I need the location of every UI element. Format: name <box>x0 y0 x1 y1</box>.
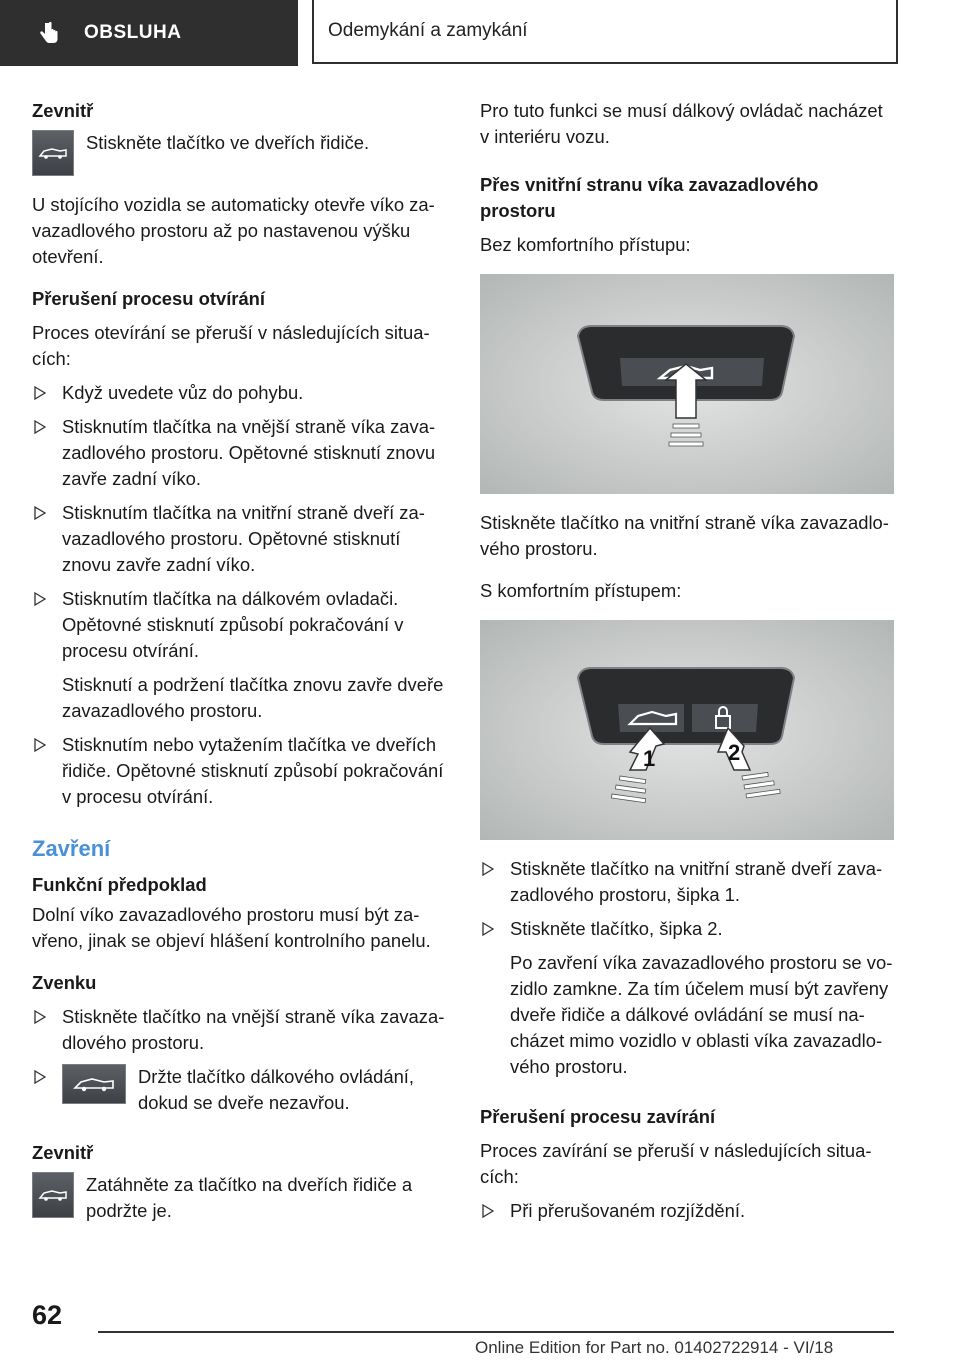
section-tab <box>0 0 298 66</box>
inside-close-text: Zatáhněte za tlačítko na dveřích řidiče a podržte je. <box>86 1174 413 1221</box>
list-item: Stiskněte tlačítko, šipka 2. Po zavření víka zavazadlového prostoru se vozidlo zamkne. Za tím účelem musí být zavřeny dveře řidiče a dálkové ovládání se musí nacházet mimo vozidlo v oblasti víka zavazadlového prostoru. <box>480 916 896 1080</box>
list-item: Stisknutím tlačítka na vnitřní straně dveří zavazadlového prostoru. Opětovné stisknutí znovu zavře zadní víko. <box>32 500 448 578</box>
interrupt-intro: Proces otevírání se přeruší v následujících situacích: <box>32 322 430 369</box>
edition-text: Online Edition for Part no. 01402722914 - VI/18 <box>475 1338 834 1357</box>
interrupt-close-intro: Proces zavírání se přeruší v následujících situacích: <box>480 1140 872 1187</box>
triangle-bullet-icon <box>34 1010 46 1024</box>
triangle-bullet-icon <box>34 386 46 400</box>
heading-precondition: Funkční předpoklad <box>32 874 207 895</box>
remote-text: Držte tlačítko dálkového ovládání, dokud se dveře nezavřou. <box>138 1066 415 1113</box>
close-steps-list <box>480 856 896 1080</box>
outside-list <box>32 1004 448 1116</box>
no-comfort-label: Bez komfortního přístupu: <box>480 234 691 255</box>
triangle-bullet-icon <box>482 1204 494 1218</box>
list-item: Stiskněte tlačítko na vnější straně víka zavazadlového prostoru. <box>32 1004 448 1056</box>
list-item-extra: Po zavření víka zavazadlového prostoru se vozidlo zamkne. Za tím účelem musí být zavřeny dveře řidiče a dálkové ovládání se musí nacházet mimo vozidlo v oblasti víka zavazadlového prostoru. <box>510 952 893 1077</box>
triangle-bullet-icon <box>34 506 46 520</box>
triangle-bullet-icon <box>34 738 46 752</box>
heading-inner-lid: Přes vnitřní stranu víka zavazadlového prostoru <box>480 174 819 221</box>
heading-interrupt-close: Přerušení procesu zavírání <box>480 1106 716 1127</box>
car-trunk-button-icon <box>32 1172 74 1218</box>
chapter-title: Odemykání a zamykání <box>328 20 528 41</box>
arrow-label-2: 2 <box>728 740 741 765</box>
triangle-bullet-icon <box>482 922 494 936</box>
inside-instruction <box>32 130 448 176</box>
list-item: Při přerušovaném rozjíždění. <box>480 1198 896 1224</box>
interrupt-list <box>32 380 448 810</box>
list-item: Když uvedete vůz do pohybu. <box>32 380 448 406</box>
heading-close: Zavření <box>32 836 111 861</box>
figure-trunk-button <box>480 274 894 494</box>
list-item: Stisknutím tlačítka na dálkovém ovladači. Opětovné stisknutí způsobí pokračování v procesu otvírání. Stisknutí a podržení tlačítka znovu zavře dveře zavazadlového prostoru. <box>32 586 448 724</box>
footer-divider <box>98 1331 894 1333</box>
right-column <box>480 98 896 1232</box>
left-column <box>32 98 448 1224</box>
list-item: Stisknutím tlačítka na vnější straně víka zavazadlového prostoru. Opětovné stisknutí znovu zavře zadní víko. <box>32 414 448 492</box>
list-item <box>32 1064 448 1116</box>
heading-inside-close: Zevnitř <box>32 1142 94 1163</box>
remote-location-text: Pro tuto funkci se musí dálkový ovládač nacházet v interiéru vozu. <box>480 100 883 147</box>
arrow-label-1: 1 <box>643 746 656 771</box>
heading-interrupt-open: Přerušení procesu otvírání <box>32 288 266 309</box>
hand-icon <box>36 20 62 46</box>
triangle-bullet-icon <box>34 1070 46 1084</box>
precondition-text: Dolní víko zavazadlového prostoru musí být zavřeno, jinak se objeví hlášení kontrolního panelu. <box>32 904 431 951</box>
heading-inside: Zevnitř <box>32 100 94 121</box>
section-title: OBSLUHA <box>84 22 182 43</box>
with-comfort-label: S komfortním přístupem: <box>480 580 682 601</box>
page-number: 62 <box>32 1300 63 1330</box>
auto-open-text: U stojícího vozidla se automaticky otevře víko zavazadlového prostoru až po nastavenou výšku otevření. <box>32 194 435 267</box>
list-item: Stiskněte tlačítko na vnitřní straně dveří zavazadlového prostoru, šipka 1. <box>480 856 896 908</box>
list-item: Stisknutím nebo vytažením tlačítka ve dveřích řidiče. Opětovné stisknutí způsobí pokračování v procesu otvírání. <box>32 732 448 810</box>
list-item-extra: Stisknutí a podržení tlačítka znovu zavře dveře zavazadlového prostoru. <box>62 674 444 721</box>
figure1-caption: Stiskněte tlačítko na vnitřní straně víka zavazadlového prostoru. <box>480 512 889 559</box>
figure-trunk-lock-buttons <box>480 620 894 840</box>
interrupt-close-list <box>480 1198 896 1224</box>
remote-trunk-button-icon <box>62 1064 126 1104</box>
inside-close-instruction <box>32 1172 448 1224</box>
car-trunk-button-icon <box>32 130 74 176</box>
triangle-bullet-icon <box>34 592 46 606</box>
heading-outside: Zvenku <box>32 972 97 993</box>
chapter-tab <box>312 0 898 64</box>
triangle-bullet-icon <box>482 862 494 876</box>
triangle-bullet-icon <box>34 420 46 434</box>
inside-text: Stiskněte tlačítko ve dveřích řidiče. <box>86 132 370 153</box>
